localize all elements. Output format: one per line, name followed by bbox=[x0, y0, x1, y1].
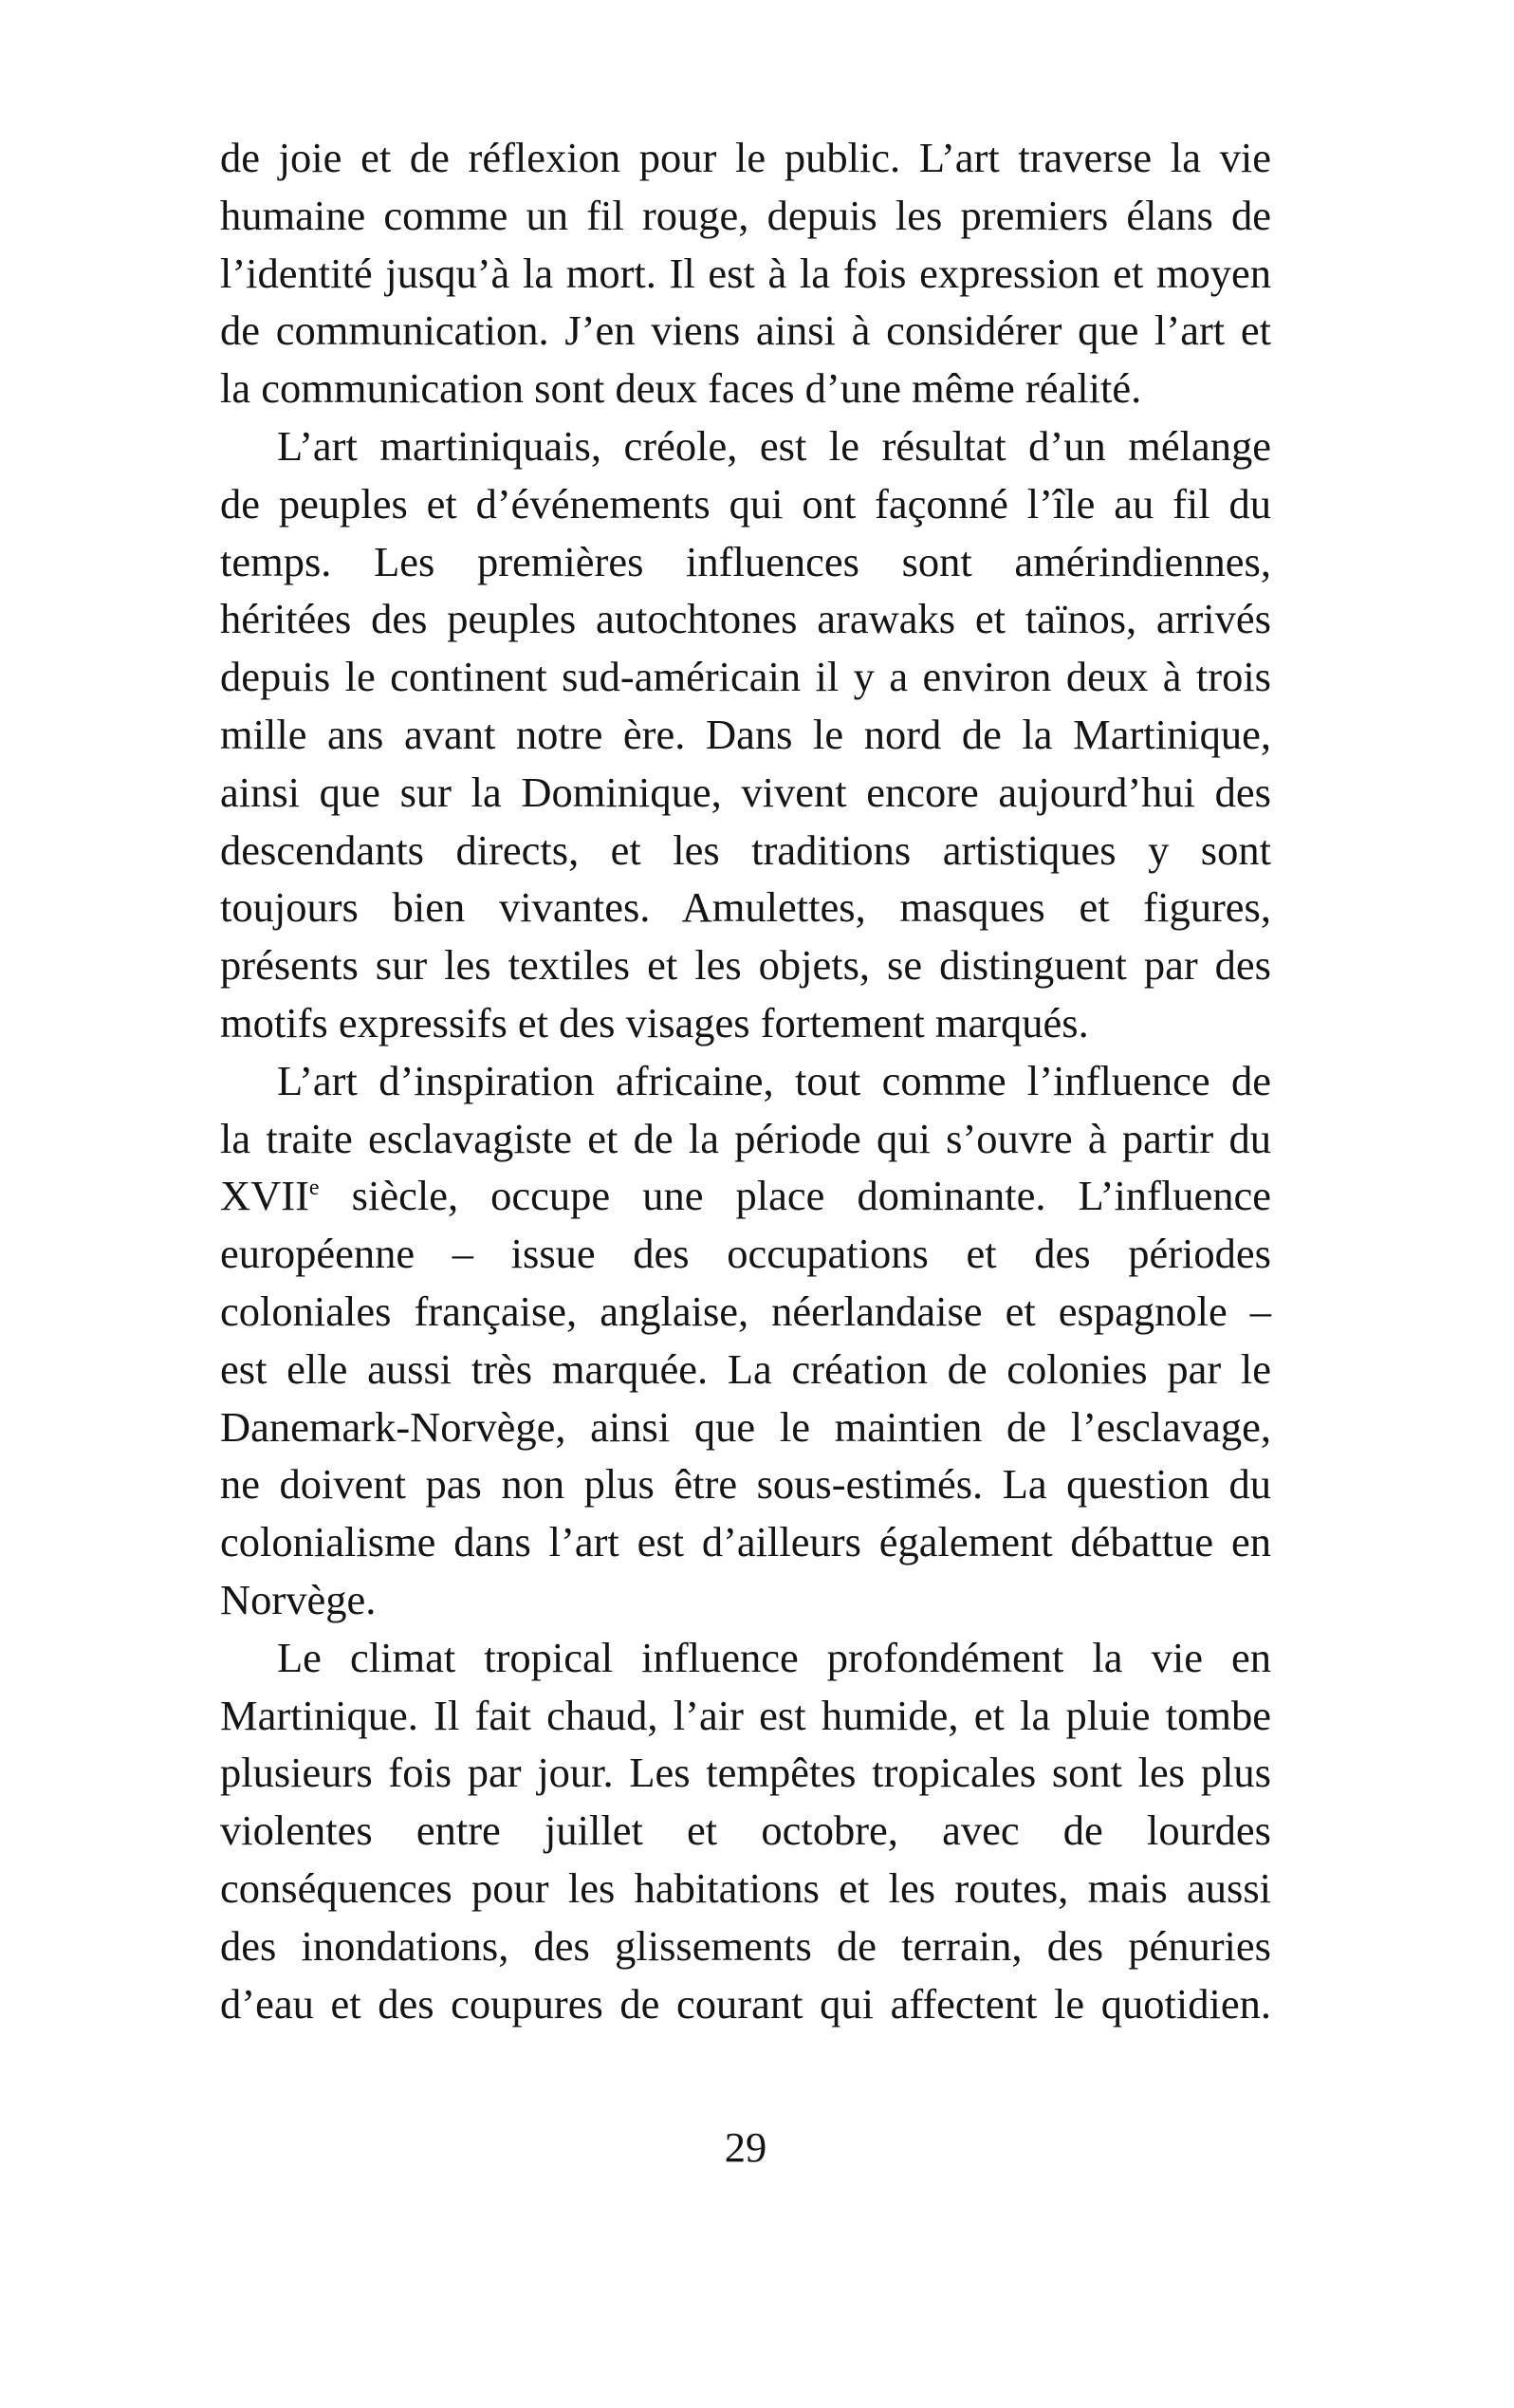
text-line: Norvège. bbox=[220, 1576, 377, 1623]
text-line: la traite esclavagiste et de la période qui s’ouvre à partir du bbox=[220, 1114, 1271, 1162]
text-line: conséquences pour les habitations et les routes, mais aussi bbox=[220, 1864, 1271, 1912]
text-line: des inondations, des glissements de terrain, des pénuries bbox=[220, 1921, 1271, 1970]
text-line: depuis le continent sud-américain il y a environ deux à trois bbox=[220, 653, 1271, 701]
page-number: 29 bbox=[724, 2123, 767, 2171]
text-line: L’art d’inspiration africaine, tout comme l’influence de bbox=[277, 1056, 1271, 1104]
text-line: toujours bien vivantes. Amulettes, masques et figures, bbox=[220, 883, 1271, 932]
text-line bbox=[220, 1167, 1271, 1224]
text-line: ne doivent pas non plus être sous-estimés. La question du bbox=[220, 1460, 1271, 1509]
text-line: d’eau et des coupures de courant qui affectent le quotidien. bbox=[220, 1979, 1271, 2028]
text-line: ainsi que sur la Dominique, vivent encore aujourd’hui des bbox=[220, 768, 1271, 816]
text-line: colonialisme dans l’art est d’ailleurs également débattue en bbox=[220, 1518, 1271, 1566]
text-line: motifs expressifs et des visages fortement marqués. bbox=[220, 999, 1089, 1047]
text-line: de joie et de réflexion pour le public. L’art traverse la vie bbox=[220, 134, 1271, 181]
text-line: européenne – issue des occupations et des périodes bbox=[220, 1230, 1271, 1278]
line-text: siècle, occupe une place dominante. L’influence bbox=[319, 1172, 1271, 1220]
text-line: plusieurs fois par jour. Les tempêtes tropicales sont les plus bbox=[220, 1749, 1271, 1797]
text-line: violentes entre juillet et octobre, avec de lourdes bbox=[220, 1806, 1271, 1855]
text-line: la communication sont deux faces d’une même réalité. bbox=[220, 364, 1142, 413]
text-line: présents sur les textiles et les objets, se distinguent par des bbox=[220, 941, 1271, 990]
text-line: l’identité jusqu’à la mort. Il est à la fois expression et moyen bbox=[220, 249, 1271, 297]
text-line: héritées des peuples autochtones arawaks et taïnos, arrivés bbox=[220, 595, 1271, 643]
text-line: descendants directs, et les traditions artistiques y sont bbox=[220, 825, 1271, 874]
text-line: de communication. J’en viens ainsi à considérer que l’art et bbox=[220, 306, 1271, 355]
text-line: mille ans avant notre ère. Dans le nord de la Martinique, bbox=[220, 711, 1271, 758]
text-line: Martinique. Il fait chaud, l’air est humide, et la pluie tombe bbox=[220, 1691, 1271, 1739]
text-line: est elle aussi très marquée. La création de colonies par le bbox=[220, 1344, 1271, 1393]
text-line: humaine comme un fil rouge, depuis les premiers élans de bbox=[220, 191, 1271, 239]
ordinal-superscript: e bbox=[308, 1176, 320, 1201]
text-line: temps. Les premières influences sont amérindiennes, bbox=[220, 537, 1271, 585]
book-page bbox=[220, 0, 1271, 2408]
text-line: Danemark-Norvège, ainsi que le maintien de l’esclavage, bbox=[220, 1402, 1271, 1451]
century-numeral: XVII bbox=[220, 1172, 309, 1220]
text-line: coloniales française, anglaise, néerlandaise et espagnole – bbox=[220, 1287, 1271, 1335]
text-line: Le climat tropical influence profondément la vie en bbox=[277, 1633, 1271, 1681]
text-line: de peuples et d’événements qui ont façonné l’île au fil du bbox=[220, 479, 1271, 528]
text-line: L’art martiniquais, créole, est le résultat d’un mélange bbox=[277, 422, 1271, 470]
